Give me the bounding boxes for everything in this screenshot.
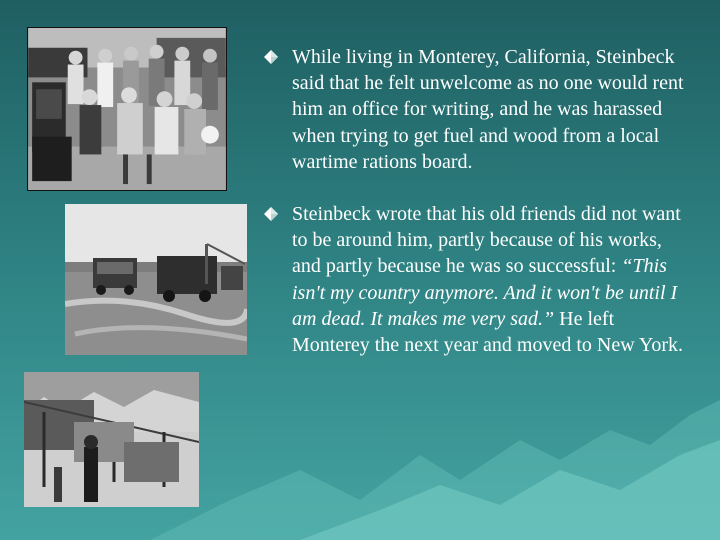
- diamond-bullet-icon: [264, 207, 278, 221]
- bullet-item: [262, 44, 692, 175]
- bullet-list: [262, 44, 692, 358]
- diamond-bullet-icon: [264, 50, 278, 64]
- photo-muddy-road-trucks: [65, 204, 247, 355]
- bullet-text: Steinbeck wrote that his old friends did not want to be around him, partly because of his works, and partly because he was so successful:: [292, 203, 681, 278]
- steinbeck-quote: “This isn't my country anymore. And it won't be until I am dead. It makes me very sad.”: [292, 255, 678, 330]
- bullet-item: [262, 201, 692, 358]
- photo-migrant-camp-group: [27, 27, 227, 191]
- bullet-text: While living in Monterey, California, Steinbeck said that he felt unwelcome as no one would rent him an office for writing, and he was harassed when trying to get fuel and wood from a local wartime rations board.: [292, 46, 684, 173]
- photo-tent-shelters: [24, 372, 199, 507]
- bullet-text-continued: He left Monterey the next year and moved to New York.: [292, 307, 684, 357]
